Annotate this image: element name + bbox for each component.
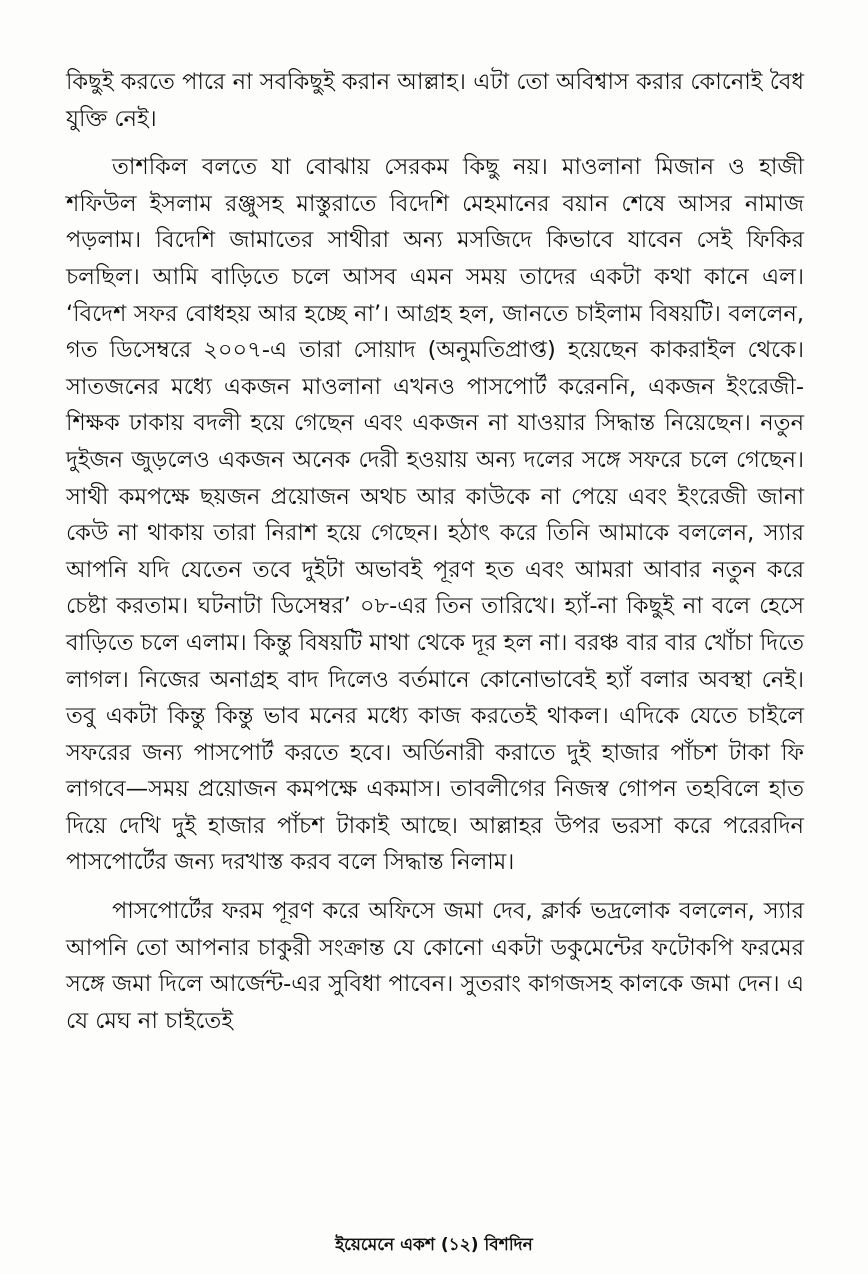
body-text: [66, 64, 804, 1039]
paragraph-passport-form: পাসপোর্টের ফরম পূরণ করে অফিসে জমা দেব, ক্লার্ক ভদ্রলোক বললেন, স্যার আপনি তো আপনার চাকুরী সংক্রান্ত যে কোনো একটা ডকুমেন্টের ফটোকপি ফরমের সঙ্গে জমা দিলে আর্জেন্ট-এর সুবিধা পাবেন। সুতরাং কাগজসহ কালকে জমা দেন। এ যে মেঘ না চাইতেই: [66, 898, 804, 1034]
paragraph-continued: কিছুই করতে পারে না সবকিছুই করান আল্লাহ। এটা তো অবিশ্বাস করার কোনোই বৈধ যুক্তি নেই।: [66, 69, 804, 132]
paragraph-tashkil: তাশকিল বলতে যা বোঝায় সেরকম কিছু নয়। মাওলানা মিজান ও হাজী শফিউল ইসলাম রঞ্জুসহ মাস্তুরাতে বিদেশি মেহমানের বয়ান শেষে আসর নামাজ পড়লাম। বিদেশি জামাতের সাথীরা অন্য মসজিদে কিভাবে যাবেন সেই ফিকির চলছিল। আমি বাড়িতে চলে আসব এমন সময় তাদের একটা কথা কানে এল। ‘বিদেশ সফর বোধহয় আর হচ্ছে না’। আগ্রহ হল, জানতে চাইলাম বিষয়টি। বললেন, গত ডিসেম্বরে ২০০৭-এ তারা সোয়াদ (অনুমতিপ্রাপ্ত) হয়েছেন কাকরাইল থেকে। সাতজনের মধ্যে একজন মাওলানা এখনও পাসপোর্ট করেননি, একজন ইংরেজী-শিক্ষক ঢাকায় বদলী হয়ে গেছেন এবং একজন না যাওয়ার সিদ্ধান্ত নিয়েছেন। নতুন দুইজন জুড়লেও একজন অনেক দেরী হওয়ায় অন্য দলের সঙ্গে সফরে চলে গেছেন। সাথী কমপক্ষে ছয়জন প্রয়োজন অথচ আর কাউকে না পেয়ে এবং ইংরেজী জানা কেউ না থাকায় তারা নিরাশ হয়ে গেছেন। হঠাৎ করে তিনি আমাকে বললেন, স্যার আপনি যদি যেতেন তবে দুইটা অভাবই পূরণ হত এবং আমরা আবার নতুন করে চেষ্টা করতাম। ঘটনাটা ডিসেম্বর’ ০৮-এর তিন তারিখে। হ্যাঁ-না কিছুই না বলে হেসে বাড়িতে চলে এলাম। কিন্তু বিষয়টি মাথা থেকে দূর হল না। বরঞ্চ বার বার খোঁচা দিতে লাগল। নিজের অনাগ্রহ বাদ দিলেও বর্তমানে কোনোভাবেই হ্যাঁ বলার অবস্থা নেই। তবু একটা কিন্তু কিন্তু ভাব মনের মধ্যে কাজ করতেই থাকল। এদিকে যেতে চাইলে সফরের জন্য পাসপোর্ট করতে হবে। অর্ডিনারী করাতে দুই হাজার পাঁচশ টাকা ফি লাগবে—সময় প্রয়োজন কমপক্ষে একমাস। তাবলীগের নিজস্ব গোপন তহবিলে হাত দিয়ে দেখি দুই হাজার পাঁচশ টাকাই আছে। আল্লাহর উপর ভরসা করে পরেরদিন পাসপোর্টের জন্য দরখাস্ত করব বলে সিদ্ধান্ত নিলাম।: [66, 154, 804, 876]
page-footer-title: ইয়েমেনে একশ (১২) বিশদিন: [335, 1235, 533, 1255]
